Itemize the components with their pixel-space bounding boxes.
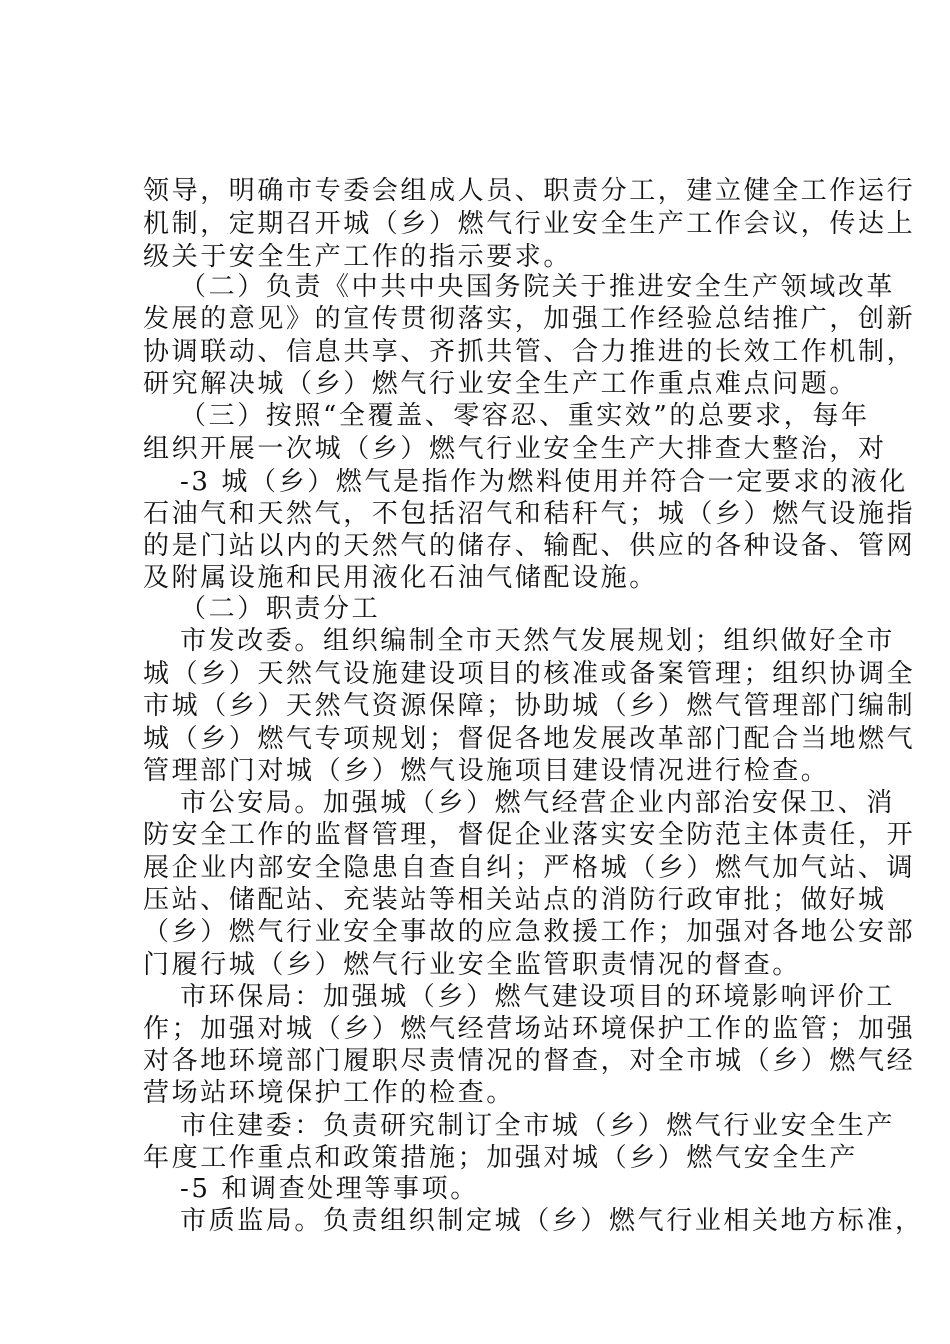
text-line: 城（乡）燃气专项规划；督促各地发展改革部门配合当地燃气 xyxy=(143,724,916,754)
text-line: 研究解决城（乡）燃气行业安全生产工作重点难点问题。 xyxy=(143,369,859,399)
text-line: 市发改委。组织编制全市天然气发展规划；组织做好全市 xyxy=(180,626,896,656)
text-line: 营场站环境保护工作的检查。 xyxy=(143,1078,515,1108)
text-line: 及附属设施和民用液化石油气储配设施。 xyxy=(143,563,658,593)
text-line: 市公安局。加强城（乡）燃气经营企业内部治安保卫、消 xyxy=(180,788,896,818)
text-line: （乡）燃气行业安全事故的应急救援工作；加强对各地公安部 xyxy=(143,917,916,947)
text-line: 协调联动、信息共享、齐抓共管、合力推进的长效工作机制， xyxy=(143,337,916,367)
text-line: 压站、储配站、充装站等相关站点的消防行政审批；做好城 xyxy=(143,885,887,915)
text-line: 门履行城（乡）燃气行业安全监管职责情况的督查。 xyxy=(143,950,801,980)
text-line: 对各地环境部门履职尽责情况的督查，对全市城（乡）燃气经 xyxy=(143,1046,916,1076)
text-line: 管理部门对城（乡）燃气设施项目建设情况进行检查。 xyxy=(143,756,830,786)
text-line: 市住建委：负责研究制订全市城（乡）燃气行业安全生产 xyxy=(180,1111,896,1141)
text-line: 作；加强对城（乡）燃气经营场站环境保护工作的监管；加强 xyxy=(143,1014,916,1044)
text-line: 市城（乡）天然气资源保障；协助城（乡）燃气管理部门编制 xyxy=(143,691,916,721)
text-line: 市质监局。负责组织制定城（乡）燃气行业相关地方标准， xyxy=(180,1206,924,1236)
text-line: 的是门站以内的天然气的储存、输配、供应的各种设备、管网 xyxy=(143,531,916,561)
text-line: 级关于安全生产工作的指示要求。 xyxy=(143,242,573,272)
text-line: 市环保局：加强城（乡）燃气建设项目的环境影响评价工 xyxy=(180,982,896,1012)
text-line: 防安全工作的监督管理，督促企业落实安全防范主体责任，开 xyxy=(143,820,916,850)
text-line: 发展的意见》的宣传贯彻落实，加强工作经验总结推广，创新 xyxy=(143,304,916,334)
text-line: （二）负责《中共中央国务院关于推进安全生产领域改革 xyxy=(180,272,896,302)
text-line: 机制，定期召开城（乡）燃气行业安全生产工作会议，传达上 xyxy=(143,209,916,239)
footnote-line: -5 和调查处理等事项。 xyxy=(180,1174,479,1204)
footnote-line: -3 城（乡）燃气是指作为燃料使用并符合一定要求的液化 xyxy=(180,467,908,497)
text-line: 领导，明确市专委会组成人员、职责分工，建立健全工作运行 xyxy=(143,176,916,206)
section-heading: （二）职责分工 xyxy=(180,594,381,624)
text-line: 展企业内部安全隐患自查自纠；严格城（乡）燃气加气站、调 xyxy=(143,853,916,883)
text-line: 石油气和天然气，不包括沼气和秸秆气；城（乡）燃气设施指 xyxy=(143,499,916,529)
text-line: 年度工作重点和政策措施；加强对城（乡）燃气安全生产 xyxy=(143,1143,859,1173)
text-line: 组织开展一次城（乡）燃气行业安全生产大排查大整治，对 xyxy=(143,434,887,464)
text-line: 城（乡）天然气设施建设项目的核准或备案管理；组织协调全 xyxy=(143,659,916,689)
text-line: （三）按照“全覆盖、零容忍、重实效”的总要求，每年 xyxy=(180,401,870,431)
